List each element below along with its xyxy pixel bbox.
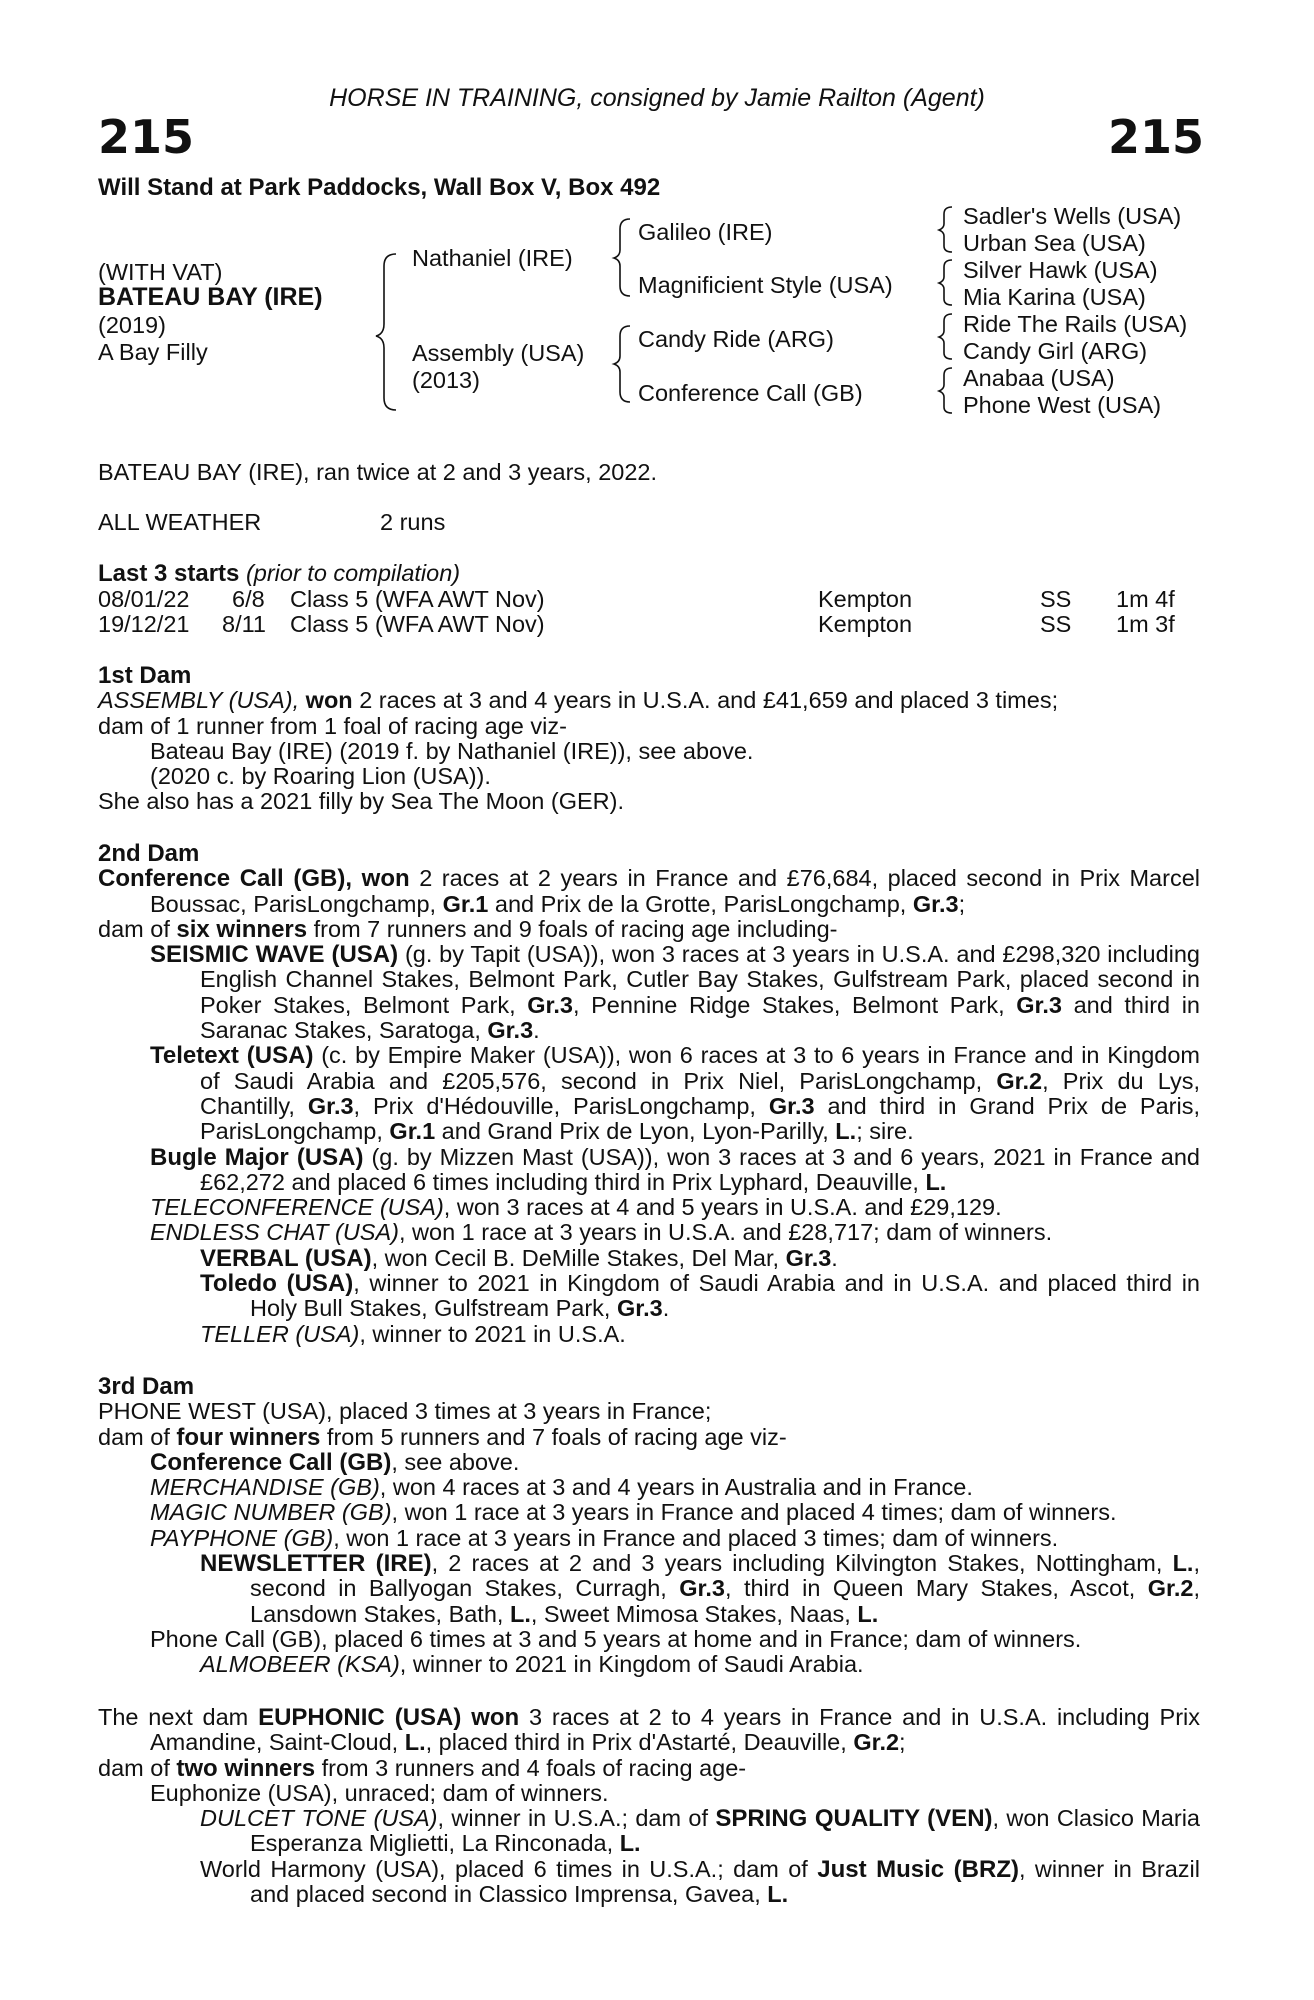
produce-entry: Bugle Major (USA) (g. by Mizzen Mast (USA)), won 3 races at 3 and 6 years, 2021 in France and £62,272 and placed 6 times including third in Prix Lyphard, Deauville, L. [150,1143,1200,1195]
produce-entry: MAGIC NUMBER (GB), won 1 race at 3 years in France and placed 4 times; dam of winners. [150,1499,1117,1526]
produce-entry: ALMOBEER (KSA), winner to 2021 in Kingdom of Saudi Arabia. [200,1651,864,1678]
produce-entry: VERBAL (USA), won Cecil B. DeMille Stakes, Del Mar, Gr.3. [200,1244,838,1272]
produce-entry: Phone Call (GB), placed 6 times at 3 and 5 years at home and in France; dam of winners. [150,1625,1082,1652]
dam-record: The next dam EUPHONIC (USA) won 3 races at 2 to 4 years in France and in U.S.A. including Prix Amandine, Saint-Cloud, L., placed third in Prix d'Astarté, Deauville, Gr.2; [98,1704,1201,1756]
produce-entry: ENDLESS CHAT (USA), won 1 race at 3 years in U.S.A. and £28,717; dam of winners. [150,1219,1053,1246]
start-position: 6/8 [232,586,265,612]
produce-entry: TELECONFERENCE (USA), won 3 races at 4 and 5 years in U.S.A. and £29,129. [150,1194,1002,1221]
lot-number-left: 215 [98,110,195,164]
consignor-line: HORSE IN TRAINING, consigned by Jamie Railton (Agent) [329,84,985,112]
section-heading: 1st Dam [98,662,192,689]
pedigree-g5: Ride The Rails (USA) [963,311,1188,337]
start-going: SS [1040,611,1072,637]
pedigree-dam-sire: Candy Ride (ARG) [638,326,834,352]
pedigree-dam-dam: Conference Call (GB) [638,380,863,406]
produce-entry: Conference Call (GB), see above. [150,1448,520,1476]
lot-number-right: 215 [1108,110,1205,164]
start-course: Kempton [818,586,913,612]
start-date: 19/12/21 [98,611,190,637]
produce-entry: SEISMIC WAVE (USA) (g. by Tapit (USA)), won 3 races at 3 years in U.S.A. and £298,320 including English Channel Stakes, Belmont Park, Cutler Bay Stakes, Gulfstream Park, placed second in Poker Stakes, Belmont Park, Gr.3, Pennine Ridge Stakes, Belmont Park, Gr.3 and third in Saranac Stakes, Saratoga, Gr.3. [150,941,1201,1044]
produce-entry: Euphonize (USA), unraced; dam of winners. [150,1779,609,1806]
dam-produce-summary: dam of two winners from 3 runners and 4 foals of racing age- [98,1754,747,1782]
section-heading: 3rd Dam [98,1373,195,1400]
third-dam-section [98,1374,1200,1678]
start-race: Class 5 (WFA AWT Nov) [290,611,545,637]
stand-location: Will Stand at Park Paddocks, Wall Box V, Box 492 [98,174,661,201]
dam-produce-summary: dam of four winners from 5 runners and 7 foals of racing age viz- [98,1423,787,1451]
produce-entry: PAYPHONE (GB), won 1 race at 3 years in France and placed 3 times; dam of winners. [150,1524,1059,1551]
dam-note: She also has a 2021 filly by Sea The Moon (GER). [98,788,624,815]
pedigree-g7: Anabaa (USA) [963,365,1115,391]
pedigree-dam-year: (2013) [412,367,480,393]
last-starts-heading: Last 3 starts (prior to compilation) [98,560,461,587]
pedigree-dam: Assembly (USA) [412,340,585,366]
surface-label: ALL WEATHER [98,509,262,535]
start-going: SS [1040,586,1072,612]
first-dam-section [98,663,1200,815]
start-race: Class 5 (WFA AWT Nov) [290,586,545,612]
produce-entry: Teletext (USA) (c. by Empire Maker (USA)), won 6 races at 3 to 6 years in France and in Kingdom of Saudi Arabia and £205,576, second in Prix Niel, ParisLongchamp, Gr.2, Prix du Lys, Chantilly, Gr.3, Prix d'Hédouville, ParisLongchamp, Gr.3 and third in Grand Prix de Paris, ParisLongchamp, Gr.1 and Grand Prix de Lyon, Lyon-Parilly, L.; sire. [150,1042,1200,1145]
produce-entry: Toledo (USA), winner to 2021 in Kingdom of Saudi Arabia and in U.S.A. and placed third in Holy Bull Stakes, Gulfstream Park, Gr.3. [200,1270,1200,1322]
start-distance: 1m 3f [1116,611,1175,637]
produce-entry: DULCET TONE (USA), winner in U.S.A.; dam of SPRING QUALITY (VEN), won Clasico Maria Esperanza Miglietti, La Rinconada, L. [200,1805,1200,1857]
dam-record: ASSEMBLY (USA), won 2 races at 3 and 4 years in U.S.A. and £41,659 and placed 3 times; [98,687,1059,714]
start-position: 8/11 [222,611,266,637]
start-date: 08/01/22 [98,586,190,612]
vat-status: (WITH VAT) [98,259,223,285]
dam-produce-summary: dam of six winners from 7 runners and 9 foals of racing age including- [98,915,838,943]
pedigree-sire-sire: Galileo (IRE) [638,219,773,245]
section-heading: 2nd Dam [98,840,200,867]
produce-entry: (2020 c. by Roaring Lion (USA)). [150,763,491,790]
produce-entry: World Harmony (USA), placed 6 times in U.S.A.; dam of Just Music (BRZ), winner in Brazil and placed second in Classico Imprensa, Gavea, L. [200,1855,1200,1908]
produce-entry: MERCHANDISE (GB), won 4 races at 3 and 4 years in Australia and in France. [150,1474,973,1501]
race-summary: BATEAU BAY (IRE), ran twice at 2 and 3 years, 2022. [98,459,658,485]
pedigree-g3: Silver Hawk (USA) [963,257,1158,283]
pedigree-g6: Candy Girl (ARG) [963,338,1148,364]
horse-year: (2019) [98,312,166,338]
pedigree-sire-dam: Magnificient Style (USA) [638,272,893,298]
pedigree-g1: Sadler's Wells (USA) [963,203,1182,229]
pedigree-sire: Nathaniel (IRE) [412,245,573,271]
next-dam-section [98,1705,1200,1907]
start-course: Kempton [818,611,913,637]
produce-entry: NEWSLETTER (IRE), 2 races at 2 and 3 years including Kilvington Stakes, Nottingham, L., second in Ballyogan Stakes, Curragh, Gr.3, third in Queen Mary Stakes, Ascot, Gr.2, Lansdown Stakes, Bath, L., Sweet Mimosa Stakes, Naas, L. [200,1550,1200,1627]
surface-value: 2 runs [380,509,446,535]
dam-record: Conference Call (GB), won 2 races at 2 years in France and £76,684, placed second in Prix Marcel Boussac, ParisLongchamp, Gr.1 and Prix de la Grotte, ParisLongchamp, Gr.3; [98,865,1200,917]
start-distance: 1m 4f [1116,586,1175,612]
pedigree-g4: Mia Karina (USA) [963,284,1146,310]
pedigree-g8: Phone West (USA) [963,392,1162,418]
produce-entry: TELLER (USA), winner to 2021 in U.S.A. [200,1320,626,1347]
dam-record: PHONE WEST (USA), placed 3 times at 3 years in France; [98,1398,712,1425]
produce-entry: Bateau Bay (IRE) (2019 f. by Nathaniel (IRE)), see above. [150,737,754,764]
horse-name: BATEAU BAY (IRE) [98,283,323,311]
dam-produce-summary: dam of 1 runner from 1 foal of racing age viz- [98,712,567,739]
pedigree-g2: Urban Sea (USA) [963,230,1146,256]
horse-description: A Bay Filly [98,339,208,365]
second-dam-section [98,841,1200,1347]
